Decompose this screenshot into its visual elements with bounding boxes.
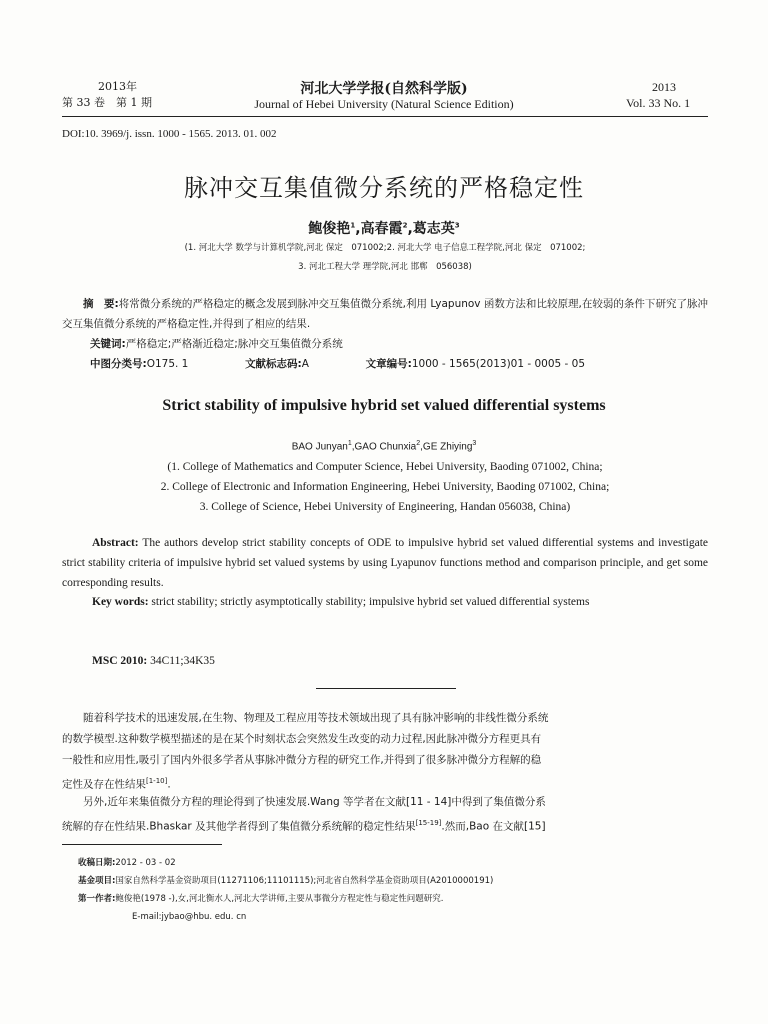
body-line: 的数学模型.这种数学模型描述的是在某个时刻状态会突然发生改变的动力过程,因此脉冲微分方程更具有 xyxy=(62,733,542,745)
journal-name-cn: 河北大学学报(自然科学版) xyxy=(300,81,468,97)
abstract-cn-text: 将常微分系统的严格稳定的概念发展到脉冲交互集值微分系统,利用 Lyapunov 函数方法和比较原理,在较弱的条件下研究了脉冲交互集值微分系统的严格稳定性,并得到了相应的结果. xyxy=(62,298,708,330)
keywords-en-label: Key words: xyxy=(92,596,149,608)
affiliation-cn-line2: 3. 河北工程大学 理学院,河北 邯郸 056038) xyxy=(298,262,472,272)
classification-cn xyxy=(90,354,708,374)
footnote-author xyxy=(78,892,708,907)
footnote-fund xyxy=(78,874,708,889)
header-volume-cn: 第 33 卷 第 1 期 xyxy=(62,96,152,109)
title-en: Strict stability of impulsive hybrid set valued differential systems xyxy=(162,397,606,414)
header-volume-en: Vol. 33 No. 1 xyxy=(626,96,691,110)
msc-label: MSC 2010: xyxy=(92,655,148,667)
footnote-text: 鲍俊艳(1978 -),女,河北衡水人,河北大学讲师,主要从事微分方程定性与稳定性问题研究. xyxy=(115,894,444,904)
doc-code-value: A xyxy=(301,358,309,370)
keywords-cn-label: 关键词: xyxy=(90,338,126,350)
affiliation-cn-line1: (1. 河北大学 数学与计算机学院,河北 保定 071002;2. 河北大学 电子信息工程学院,河北 保定 071002; xyxy=(184,243,586,253)
affiliation-en-line1: (1. College of Mathematics and Computer Science, Hebei University, Baoding 071002, China; xyxy=(167,461,603,473)
author-mark-en: 3 xyxy=(472,440,477,447)
footnote-received xyxy=(78,856,708,871)
author-name: 高春霞 xyxy=(360,221,403,237)
body-line: 另外,近年来集值微分方程的理论得到了快速发展.Wang 等学者在文献[11 - 14]中得到了集值微分系 xyxy=(83,796,546,808)
msc xyxy=(92,651,708,671)
author-mark-en: 2 xyxy=(416,440,421,447)
doc-code-label: 文献标志码: xyxy=(245,358,302,370)
header-rule xyxy=(62,116,708,117)
body-paragraph-1 xyxy=(62,708,708,796)
abstract-cn-label: 摘 要: xyxy=(83,298,119,310)
abstract-en-label: Abstract: xyxy=(92,537,139,549)
footnote-text: 2012 - 03 - 02 xyxy=(115,858,176,868)
affiliation-en-line2: 2. College of Electronic and Information Engineering, Hebei University, Baoding 071002, China; xyxy=(160,481,610,493)
article-number-value: 1000 - 1565(2013)01 - 0005 - 05 xyxy=(411,358,586,370)
body-paragraph-2 xyxy=(62,792,708,838)
author-mark-en: 1 xyxy=(347,440,352,447)
keywords-en-text: strict stability; strictly asymptotically stability; impulsive hybrid set valued differential systems xyxy=(151,596,590,608)
author-name-en: ,GE Zhiying xyxy=(420,441,473,453)
header-year-cn: 2013年 xyxy=(98,80,137,93)
citation: [1-10] xyxy=(146,777,168,785)
abstract-en xyxy=(62,533,708,593)
body-text: . xyxy=(167,778,171,791)
author-mark: 3 xyxy=(454,221,460,230)
body-line xyxy=(62,813,708,838)
abstract-cn xyxy=(62,294,708,334)
clc-value: O175. 1 xyxy=(146,358,189,370)
author-name-en: ,GAO Chunxia xyxy=(351,441,417,453)
authors-en xyxy=(0,440,768,452)
footnote-label: 基金项目: xyxy=(78,876,116,886)
article-number-label: 文章编号: xyxy=(365,358,412,370)
author-name-en: BAO Junyan xyxy=(291,441,348,453)
keywords-cn xyxy=(90,334,708,354)
citation: [15-19] xyxy=(415,819,442,827)
body-text: .然而,Bao 在文献[15] xyxy=(441,820,546,833)
authors-cn: 鲍俊艳$^1$,高春霞$^2$,葛志英$^3$ xyxy=(308,221,460,237)
author-mark: 1 xyxy=(350,221,356,230)
section-separator xyxy=(316,688,456,689)
doi: DOI:10. 3969/j. issn. 1000 - 1565. 2013. 01. 002 xyxy=(62,128,277,140)
body-text: 统解的存在性结果.Bhaskar 及其他学者得到了集值微分系统解的稳定性结果 xyxy=(62,820,416,833)
msc-text: 34C11;34K35 xyxy=(150,655,215,667)
keywords-en xyxy=(62,592,708,612)
author-mark: 2 xyxy=(402,221,408,230)
footnote-email: E-mail:jybao@hbu. edu. cn xyxy=(132,912,247,922)
header-year: 2013 xyxy=(652,80,676,94)
journal-name-en: Journal of Hebei University (Natural Science Edition) xyxy=(254,97,514,111)
footnote-rule xyxy=(62,844,222,845)
body-line: 随着科学技术的迅速发展,在生物、物理及工程应用等技术领域出现了具有脉冲影响的非线性微分系统 xyxy=(83,712,549,724)
affiliation-en-line3: 3. College of Science, Hebei University of Engineering, Handan 056038, China) xyxy=(199,501,571,513)
abstract-en-text: The authors develop strict stability concepts of ODE to impulsive hybrid set valued differential systems and investigate strict stability criteria of impulsive hybrid set valued systems by using Lyapunov functions method and comparison principle, and get some corresponding results. xyxy=(62,537,708,589)
author-name: 葛志英 xyxy=(412,221,455,237)
author-name: 鲍俊艳 xyxy=(308,221,351,237)
footnote-text: 国家自然科学基金资助项目(11271106;11101115);河北省自然科学基金资助项目(A2010000191) xyxy=(115,876,494,886)
clc-label: 中图分类号: xyxy=(90,358,147,370)
keywords-cn-text: 严格稳定;严格渐近稳定;脉冲交互集值微分系统 xyxy=(125,338,343,350)
title-cn: 脉冲交互集值微分系统的严格稳定性 xyxy=(184,174,584,202)
body-line: 一般性和应用性,吸引了国内外很多学者从事脉冲微分方程的研究工作,并得到了很多脉冲微分方程解的稳 xyxy=(62,754,542,766)
footnote-label: 收稿日期: xyxy=(78,858,116,868)
footnote-label: 第一作者: xyxy=(78,894,116,904)
body-text: 定性及存在性结果 xyxy=(62,778,146,791)
